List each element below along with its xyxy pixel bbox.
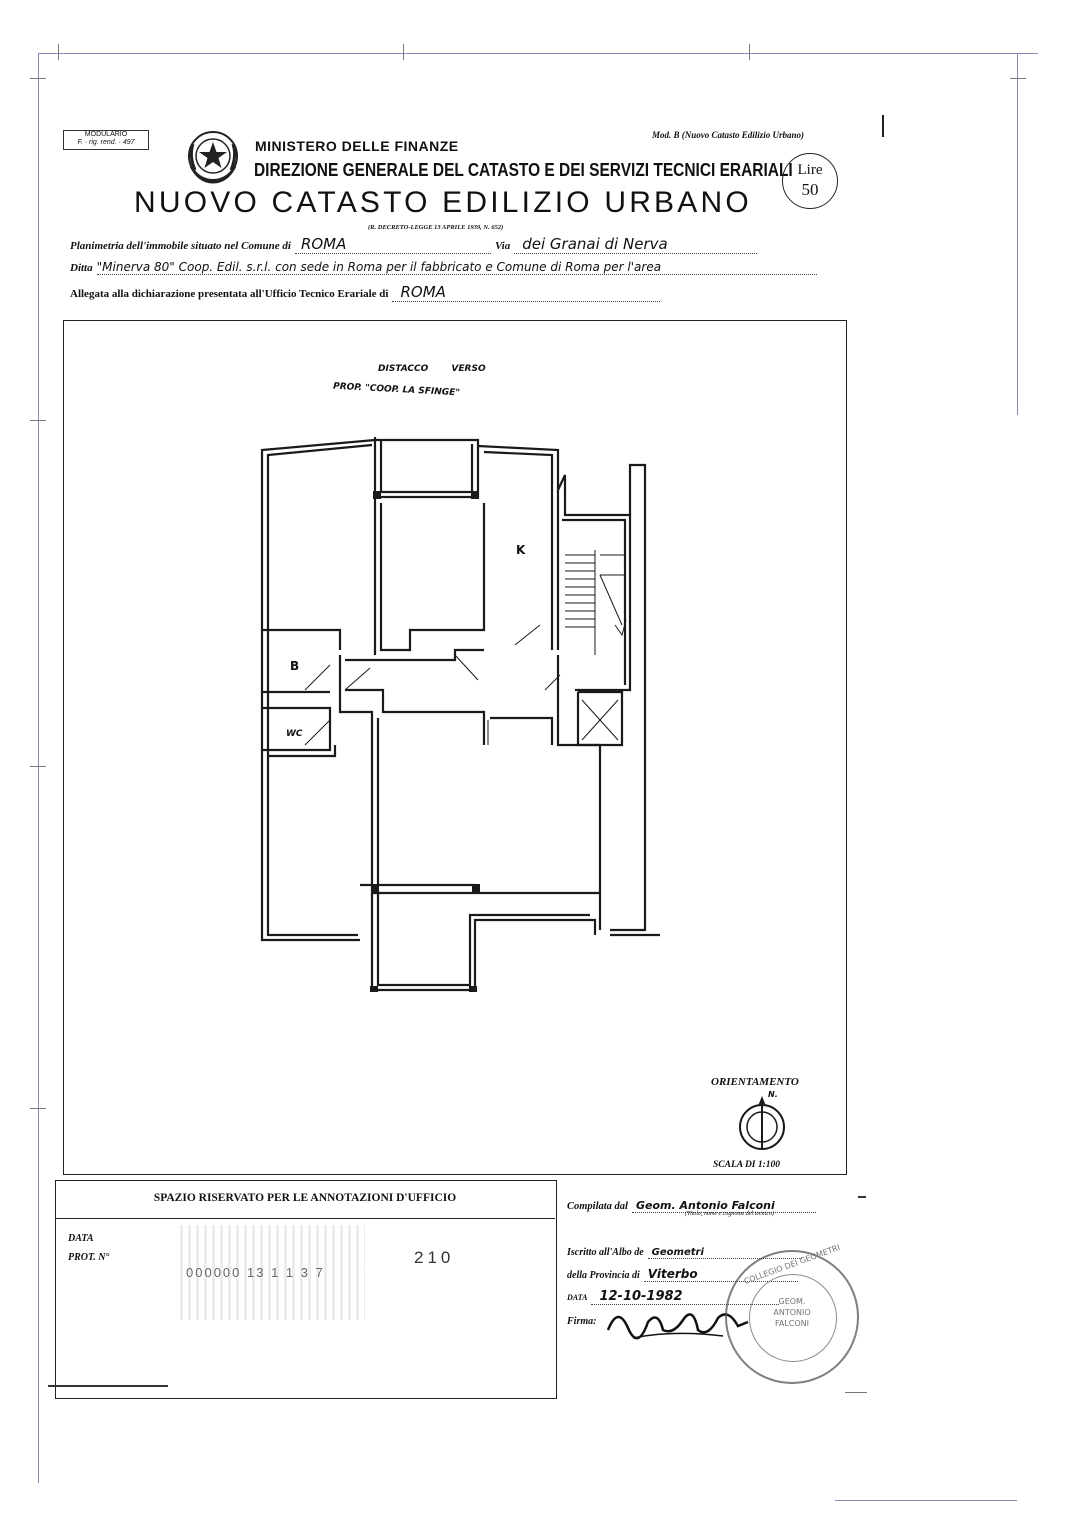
provincia-value: Viterbo [644,1267,798,1282]
office-divider [55,1218,555,1219]
allegata-row [70,283,830,303]
planimetria-row [70,235,830,255]
collegio-stamp [725,1242,859,1384]
office-stamped-number: 210 [414,1248,455,1267]
provincia-label: della Provincia di [567,1270,640,1281]
firma-label: Firma: [567,1316,597,1327]
ditta-value: "Minerva 80" Coop. Edil. s.r.l. con sede in Roma per il fabbricato e Comune di Roma per l'area [97,260,817,275]
decree-reference: (R. DECRETO-LEGGE 13 APRILE 1939, N. 652) [368,224,504,231]
page-title: NUOVO CATASTO EDILIZIO URBANO [134,186,752,219]
room-label-wc: WC [286,729,303,739]
tick [30,1108,46,1109]
lire-label: Lire [797,162,823,178]
lire-stamp [782,153,838,209]
floor-plan [240,425,660,1015]
data-value: 12-10-1982 [591,1289,779,1305]
stamp-ring-text: COLLEGIO DEI GEOMETRI [742,1242,842,1287]
tick [58,44,59,60]
stamp-center-1: GEOM. [778,1297,806,1306]
frame-right [1017,53,1018,415]
tick [30,78,46,79]
planimetria-label: Planimetria dell'immobile situato nel Comune di [70,240,291,252]
comune-value: ROMA [295,235,491,254]
frame-top [38,53,1038,54]
ministry-name: MINISTERO DELLE FINANZE [255,138,459,154]
lire-value: 50 [801,180,819,199]
compilata-note: (Titolo, nome e cognome del tecnico) [685,1211,774,1217]
tick [749,44,750,60]
via-value: dei Granai di Nerva [514,235,757,254]
scan-mark [858,1196,866,1198]
stamp-center-2: ANTONIO [773,1308,811,1317]
tick [1010,78,1026,79]
via-label: Via [494,240,511,252]
office-stamped-code: 000000 13 1 1 3 7 [186,1265,325,1280]
tick [403,44,404,60]
iscritto-value: Geometri [648,1247,802,1259]
ufficio-value: ROMA [392,283,660,302]
scan-mark [48,1385,168,1387]
frame-bottom [835,1500,1017,1501]
office-data-label: DATA [68,1233,94,1244]
room-label-bath: B [290,659,300,673]
north-arrow-icon [735,1092,789,1154]
tick [30,766,46,767]
plan-note-line2: PROP. "COOP. LA SFINGE" [332,381,461,399]
modulario-code: F. · rig. rend. · 497 [77,139,135,146]
office-prot-label: PROT. N° [68,1252,110,1263]
stamp-center-3: FALCONI [774,1319,810,1328]
room-label-kitchen: K [516,543,526,557]
frame-left [38,53,39,1483]
compilata-label: Compilata dal [567,1201,628,1212]
emblem-icon [185,126,241,186]
modulario-box [63,130,149,150]
ditta-row [70,258,830,280]
allegata-label: Allegata alla dichiarazione presentata all'Ufficio Tecnico Erariale di [70,288,389,300]
scala-label: SCALA DI 1:100 [713,1160,781,1170]
data-label: DATA [567,1293,588,1302]
tick [30,420,46,421]
office-title: SPAZIO RISERVATO PER LE ANNOTAZIONI D'UFFICIO [153,1192,457,1204]
north-label: N. [768,1090,778,1099]
mod-b-label: Mod. B (Nuovo Catasto Edilizio Urbano) [652,130,805,140]
ditta-label: Ditta [70,262,93,274]
direzione-title: DIREZIONE GENERALE DEL CATASTO E DEI SERVIZI TECNICI ERARIALI [254,160,793,180]
compilata-value: Geom. Antonio Falconi [632,1199,816,1213]
modulario-label: MODULARIO [84,131,128,138]
stamp-inner-ring [749,1274,837,1362]
iscritto-label: Iscritto all'Albo de [567,1247,644,1258]
plan-note-line1: DISTACCO VERSO [378,364,486,374]
scan-mark [845,1392,867,1393]
orientamento-label: ORIENTAMENTO [711,1076,799,1088]
tick [882,115,884,137]
